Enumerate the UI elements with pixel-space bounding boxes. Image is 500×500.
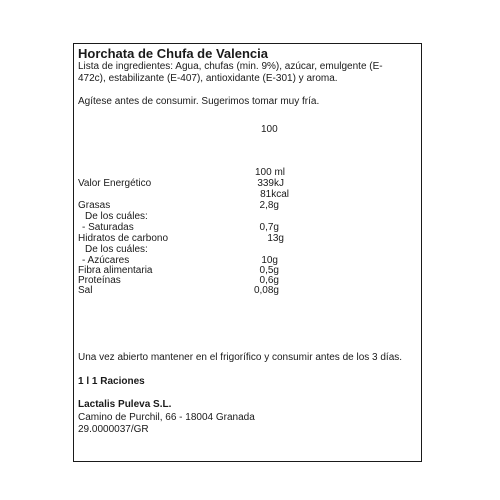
nutrition-value-saturated: 0,7g [259, 222, 279, 233]
nutrition-header-unit: 100 ml [255, 167, 286, 178]
company-address: Camino de Purchil, 66 - 18004 Granada [78, 412, 255, 423]
nutrition-value-carbs: 13g [267, 233, 284, 244]
storage-text: Una vez abierto mantener en el frigorífico y consumir antes de los 3 días. [78, 352, 403, 363]
nutrition-value-salt: 0,08g [253, 285, 279, 296]
ingredients-text: Lista de ingredientes: Agua, chufas (min. 9%), azúcar, emulgente (E-472c), estabilizante (E-407), antioxidante (E-301) y aroma. [78, 61, 383, 84]
nutrition-label-energy: Valor Energético [78, 178, 152, 189]
nutrition-label-carbs: Hidratos de carbono [78, 233, 169, 244]
product-title: Horchata de Chufa de Valencia [78, 46, 269, 61]
nutrition-label-fat: Grasas [78, 200, 111, 211]
nutrition-value-sugars: 10g [261, 255, 278, 266]
nutrition-label-salt: Sal [78, 285, 93, 296]
servings-text: 1 l 1 Raciones [78, 376, 145, 387]
nutrition-header-top: 100 [261, 124, 278, 135]
nutrition-value-fiber: 0,5g [259, 265, 279, 276]
nutrition-label-fiber: Fibra alimentaria [78, 265, 153, 276]
nutrition-label-protein: Proteínas [78, 275, 121, 286]
nutrition-value-fat: 2,8g [259, 200, 279, 211]
nutrition-value-energy-kj: 339kJ [257, 178, 284, 189]
nutrition-label-saturated: - Saturadas [82, 222, 134, 233]
nutrition-label-sugars: - Azúcares [82, 255, 130, 266]
nutrition-label-of-which-carbs: De los cuáles: [85, 244, 148, 255]
nutrition-label-of-which-fat: De los cuáles: [85, 211, 148, 222]
nutrition-value-protein: 0,6g [259, 275, 279, 286]
nutrition-value-energy-kcal: 81kcal [260, 189, 289, 200]
instructions-text: Agítese antes de consumir. Sugerimos tomar muy fría. [78, 96, 320, 107]
company-name: Lactalis Puleva S.L. [78, 399, 172, 410]
company-registry: 29.0000037/GR [78, 424, 149, 435]
